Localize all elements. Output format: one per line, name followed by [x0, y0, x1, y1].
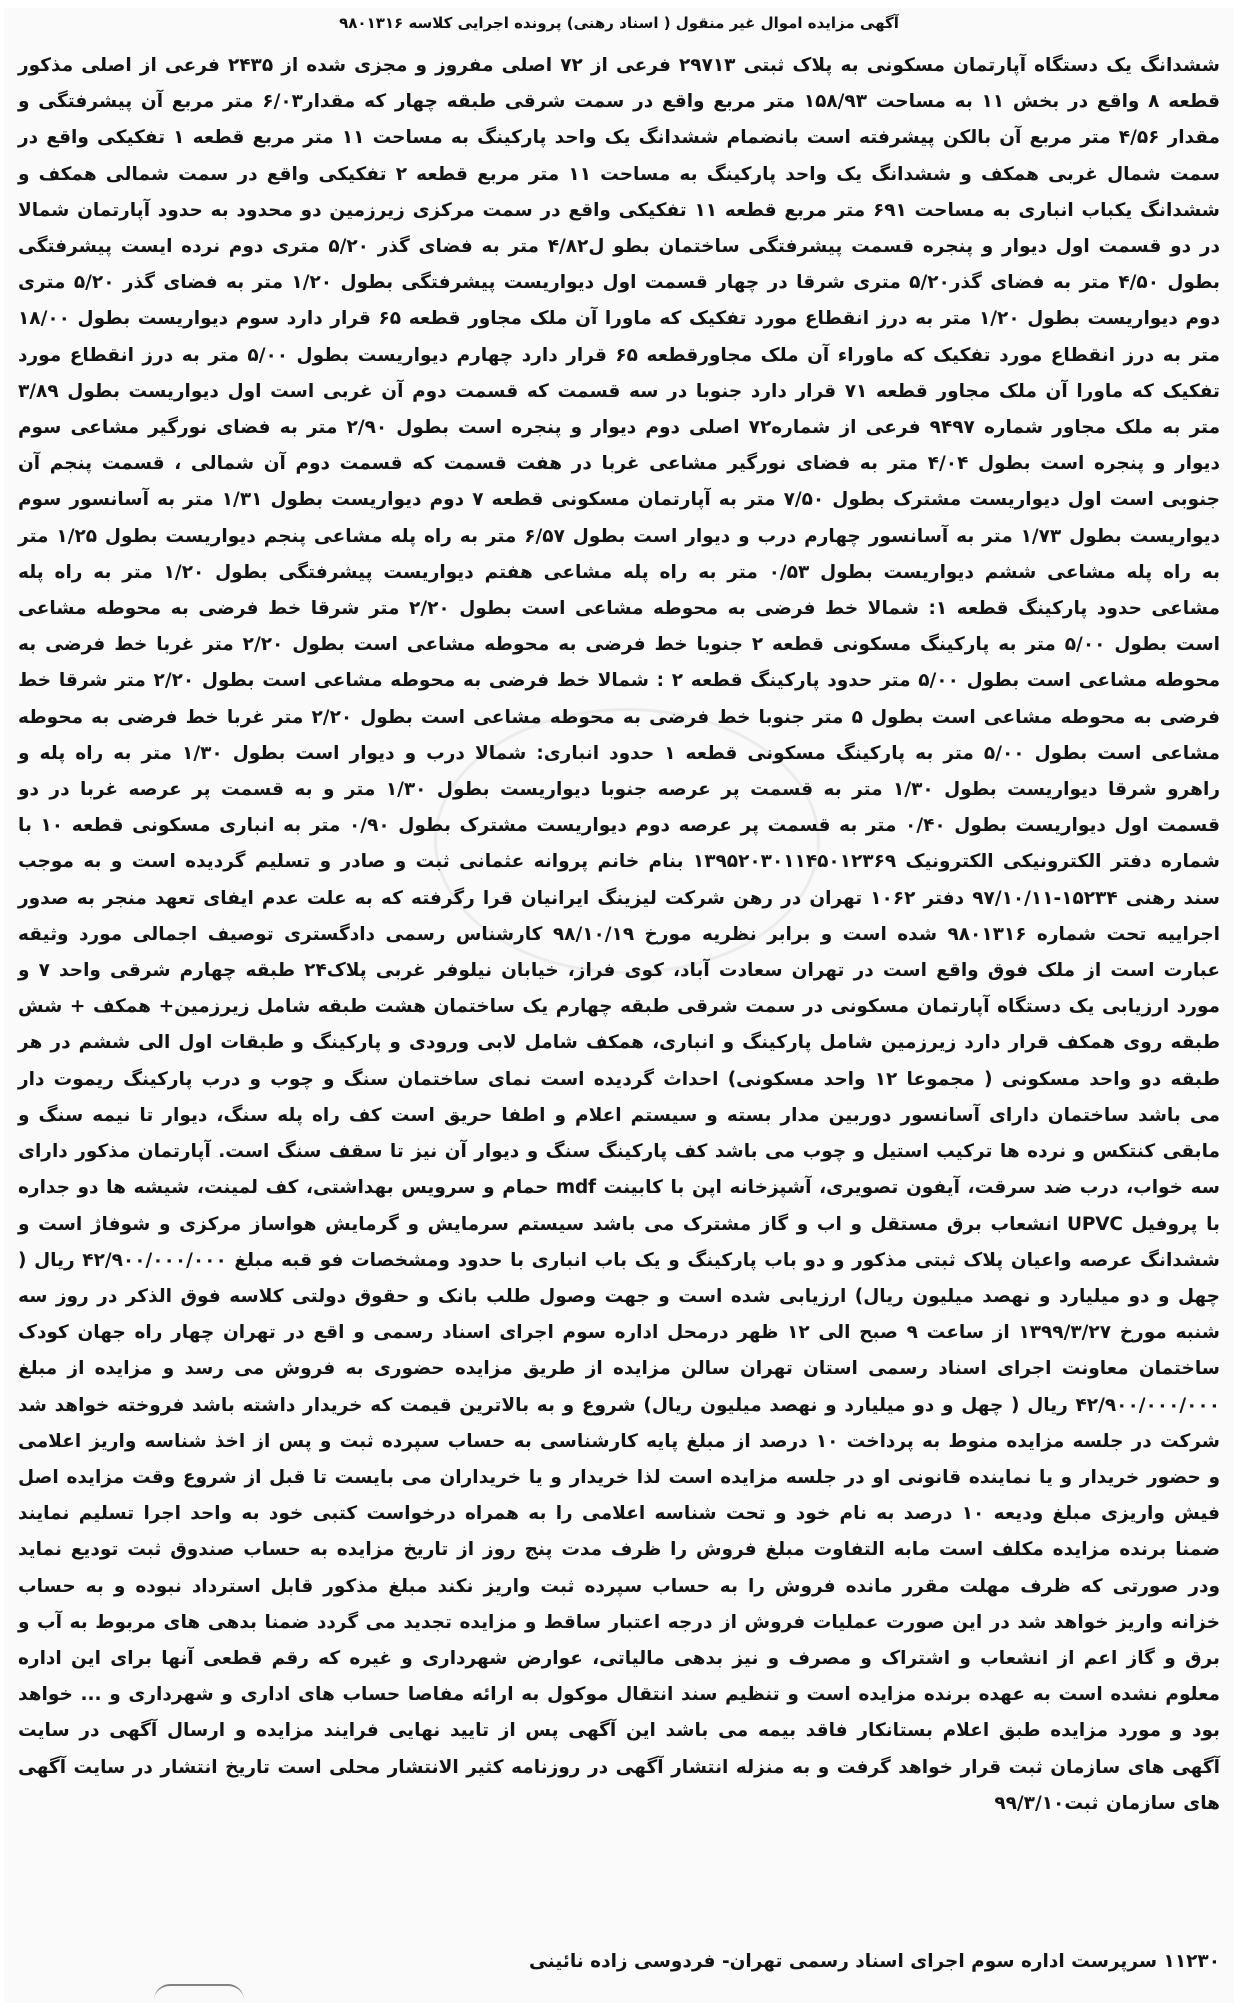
notice-signature: ۱۱۲۳۰ سرپرست اداره سوم اجرای اسناد رسمی تهران- فردوسی زاده نائینی: [529, 1951, 1220, 1972]
handwritten-mark: [154, 1984, 244, 2000]
notice-body-text: ششدانگ یک دستگاه آپارتمان مسکونی به پلاک ثبتی ۲۹۷۱۳ فرعی از ۷۲ اصلی مفروز و مجزی شده از ۲۴۳۵ فرعی از اصلی مذکور قطعه ۸ واقع در بخش ۱۱ به مساحت ۱۵۸/۹۳ متر مربع واقع در سمت شرقی طبقه چهار که مقدار۶/۰۳ متر مربع آن پیشرفتگی و مقدار ۴/۵۶ متر مربع آن بالکن پیشرفته است بانضمام ششدانگ یک واحد پارکینگ به مساحت ۱۱ متر مربع قطعه ۱ تفکیکی واقع در سمت شمال غربی همکف و ششدانگ یک واحد پارکینگ به مساحت ۱۱ متر مربع قطعه ۲ تفکیکی واقع در سمت شمالی همکف و ششدانگ یکباب انباری به مساحت ۶۹۱ متر مربع قطعه ۱۱ تفکیکی واقع در سمت مرکزی زیرزمین دو محدود به حدود آپارتمان شمالا در دو قسمت اول دیوار و پنجره قسمت پیشرفتگی ساختمان بطو ل۴/۸۲ متر به فضای گذر ۵/۲۰ متری دوم نرده ایست پیشرفتگی بطول ۴/۵۰ متر به فضای گذر۵/۲۰ متری شرقا در چهار قسمت اول دیواریست پیشرفتگی بطول ۱/۲۰ متر به فضای گذر ۵/۲۰ متری دوم دیواریست بطول ۱/۲۰ متر به درز انقطاع مورد تفکیک که ماورا آن ملک مجاور قطعه ۶۵ قرار دارد سوم دیواریست بطول ۱۸/۰۰ متر به درز انقطاع مورد تفکیک که ماوراء آن ملک مجاورقطعه ۶۵ قرار دارد چهارم دیواریست بطول ۵/۰۰ متر به درز انقطاع مورد تفکیک که ماورا آن ملک مجاور قطعه ۷۱ قرار دارد جنوبا در سه قسمت که قسمت دوم آن غربی است اول دیواریست بطول ۳/۸۹ متر به ملک مجاور شماره ۹۴۹۷ فرعی از شماره۷۲ اصلی دوم دیوار و پنجره است بطول ۲/۹۰ متر به فضای نورگیر مشاعی سوم دیوار و پنجره است بطول ۴/۰۴ متر به فضای نورگیر مشاعی غربا در هفت قسمت که قسمت دوم آن شمالی ، قسمت پنجم آن جنوبی است اول دیواریست مشترک بطول ۷/۵۰ متر به آپارتمان مسکونی قطعه ۷ دوم دیواریست بطول ۱/۳۱ متر به آسانسور سوم دیواریست بطول ۱/۷۳ متر به آسانسور چهارم درب و دیوار است بطول ۶/۵۷ متر به راه پله مشاعی پنجم دیواریست بطول ۱/۲۵ متر به راه پله مشاعی ششم دیواریست بطول ۰/۵۳ متر به راه پله مشاعی هفتم دیواریست پیشرفتگی بطول ۱/۲۰ متر به راه پله مشاعی حدود پارکینگ قطعه ۱: شمالا خط فرضی به محوطه مشاعی است بطول ۲/۲۰ متر شرقا خط فرضی به محوطه مشاعی است بطول ۵/۰۰ متر به پارکینگ مسکونی قطعه ۲ جنوبا خط فرضی به محوطه مشاعی است بطول ۲/۲۰ متر غربا خط فرضی به محوطه مشاعی است بطول ۵/۰۰ متر حدود پارکینگ قطعه ۲ : شمالا خط فرضی به محوطه مشاعی است بطول ۲/۲۰ متر شرقا خط فرضی به محوطه مشاعی است بطول ۵ متر جنوبا خط فرضی به محوطه مشاعی است بطول ۲/۲۰ متر غربا خط فرضی به محوطه مشاعی است بطول ۵/۰۰ متر به پارکینگ مسکونی قطعه ۱ حدود انباری: شمالا درب و دیوار است بطول ۱/۳۰ متر به راه پله و راهرو شرقا دیواریست بطول ۱/۳۰ متر به قسمت پر عرصه جنوبا دیواریست بطول ۱/۳۰ متر و به قسمت پر عرصه غربا در دو قسمت اول دیواریست بطول ۰/۴۰ متر به قسمت پر عرصه دوم دیواریست مشترک بطول ۰/۹۰ متر به انباری مسکونی قطعه ۱۰ با شماره دفتر الکترونیکی الکترونیک ۱۳۹۵۲۰۳۰۱۱۴۵۰۱۲۳۶۹ بنام خانم پروانه عثمانی ثبت و صادر و تسلیم گردیده است و به موجب سند رهنی ۱۵۲۳۴-۹۷/۱۰/۱۱ دفتر ۱۰۶۲ تهران در رهن شرکت لیزینگ ایرانیان قرا رگرفته که به علت عدم ایفای تعهد منجر به صدور اجراییه تحت شماره ۹۸۰۱۳۱۶ شده است و برابر نظریه مورخ ۹۸/۱۰/۱۹ کارشناس رسمی دادگستری توصیف اجمالی مورد وثیقه عبارت است از ملک فوق واقع است در تهران سعادت آباد، کوی فراز، خیابان نیلوفر غربی پلاک۲۴ طبقه چهارم شرقی واحد ۷ و مورد ارزیابی یک دستگاه آپارتمان مسکونی در سمت شرقی طبقه چهارم یک ساختمان هشت طبقه شامل زیرزمین+ همکف + شش طبقه روی همکف قرار دارد زیرزمین شامل پارکینگ و انباری، همکف شامل لابی ورودی و پارکینگ و طبقات اول الی ششم در هر طبقه دو واحد مسکونی ( مجموعا ۱۲ واحد مسکونی) احداث گردیده است نمای ساختمان سنگ و چوب و درب پارکینگ ریموت دار می باشد ساختمان دارای آسانسور دوربین مدار بسته و سیستم اعلام و اطفا حریق است کف راه پله سنگ، دیوار تا نیمه سنگ و مابقی کنتکس و نرده ها ترکیب استیل و چوب می باشد کف پارکینگ سنگ و دیوار آن نیز تا سقف سنگ است. آپارتمان مذکور دارای سه خواب، درب ضد سرقت، آیفون تصویری، آشپزخانه اپن با کابینت mdf حمام و سرویس بهداشتی، کف لمینت، شیشه ها دو جداره با پروفیل UPVC انشعاب برق مستقل و اب و گاز مشترک می باشد سیستم سرمایش و گرمایش هواساز مرکزی و شوفاژ است و ششدانگ عرصه واعیان پلاک ثبتی مذکور و دو باب پارکینگ و یک باب انباری با حدود ومشخصات فو قبه مبلغ ۴۲/۹۰۰/۰۰۰/۰۰۰ ریال ( چهل و دو میلیارد و نهصد میلیون ریال) ارزیابی شده است و جهت وصول طلب بانک و حقوق دولتی کلاسه فوق الذکر در روز سه شنبه مورخ ۱۳۹۹/۳/۲۷ از ساعت ۹ صبح الی ۱۲ ظهر درمحل اداره سوم اجرای اسناد رسمی و اقع در تهران چهار راه جهان کودک ساختمان معاونت اجرای اسناد رسمی استان تهران سالن مزایده از طریق مزایده حضوری به فروش می رسد و مزایده از مبلغ ۴۲/۹۰۰/۰۰۰/۰۰۰ ریال ( چهل و دو میلیارد و نهصد میلیون ریال) شروع و به بالاترین قیمت که خریدار داشته باشد فروخته خواهد شد شرکت در جلسه مزایده منوط به پرداخت ۱۰ درصد از مبلغ پایه کارشناسی به حساب سپرده ثبت و پس از اخذ شناسه واریز اعلامی و حضور خریدار و یا نماینده قانونی او در جلسه مزایده است لذا خریدار و یا خریداران می بایست تا قبل از شروع وقت مزایده اصل فیش واریزی مبلغ ودیعه ۱۰ درصد به نام خود و تحت شناسه اعلامی را به همراه درخواست کتبی خود به واحد اجرا تسلیم نمایند ضمنا برنده مزایده مکلف است مابه التفاوت مبلغ فروش را ظرف مدت پنج روز از تاریخ مزایده به حساب صندوق ثبت تودیع نماید ودر صورتی که ظرف مهلت مقرر مانده فروش را به حساب سپرده ثبت واریز نکند مبلغ مذکور قابل استرداد نبوده و به حساب خزانه واریز خواهد شد در این صورت عملیات فروش از درجه اعتبار ساقط و مزایده تجدید می گردد ضمنا بدهی های مربوط به آب و برق و گاز اعم از انشعاب و اشتراک و مصرف و نیز بدهی مالیاتی، عوارض شهرداری و غیره که رقم قطعی آنها برای این اداره معلوم نشده است به عهده برنده مزایده است و تنظیم سند انتقال موکول به ارائه مفاصا حساب های اداری و شهرداری و ... خواهد بود و مورد مزایده طبق اعلام بستانکار فاقد بیمه می باشد این آگهی پس از تایید نهایی فرایند مزایده و ارسال آگهی در سایت آگهی های سازمان ثبت قرار خواهد گرفت و به منزله انتشار آگهی در روزنامه کثیر الانتشار محلی است تاریخ انتشار در سایت آگهی های سازمان ثبت۹۹/۳/۱۰: [18, 55, 1221, 1814]
newspaper-notice-clipping: [4, 8, 1234, 2003]
notice-title: آگهی مزایده اموال غیر منقول ( اسناد رهنی) پرونده اجرایی کلاسه ۹۸۰۱۳۱۶: [339, 14, 899, 32]
